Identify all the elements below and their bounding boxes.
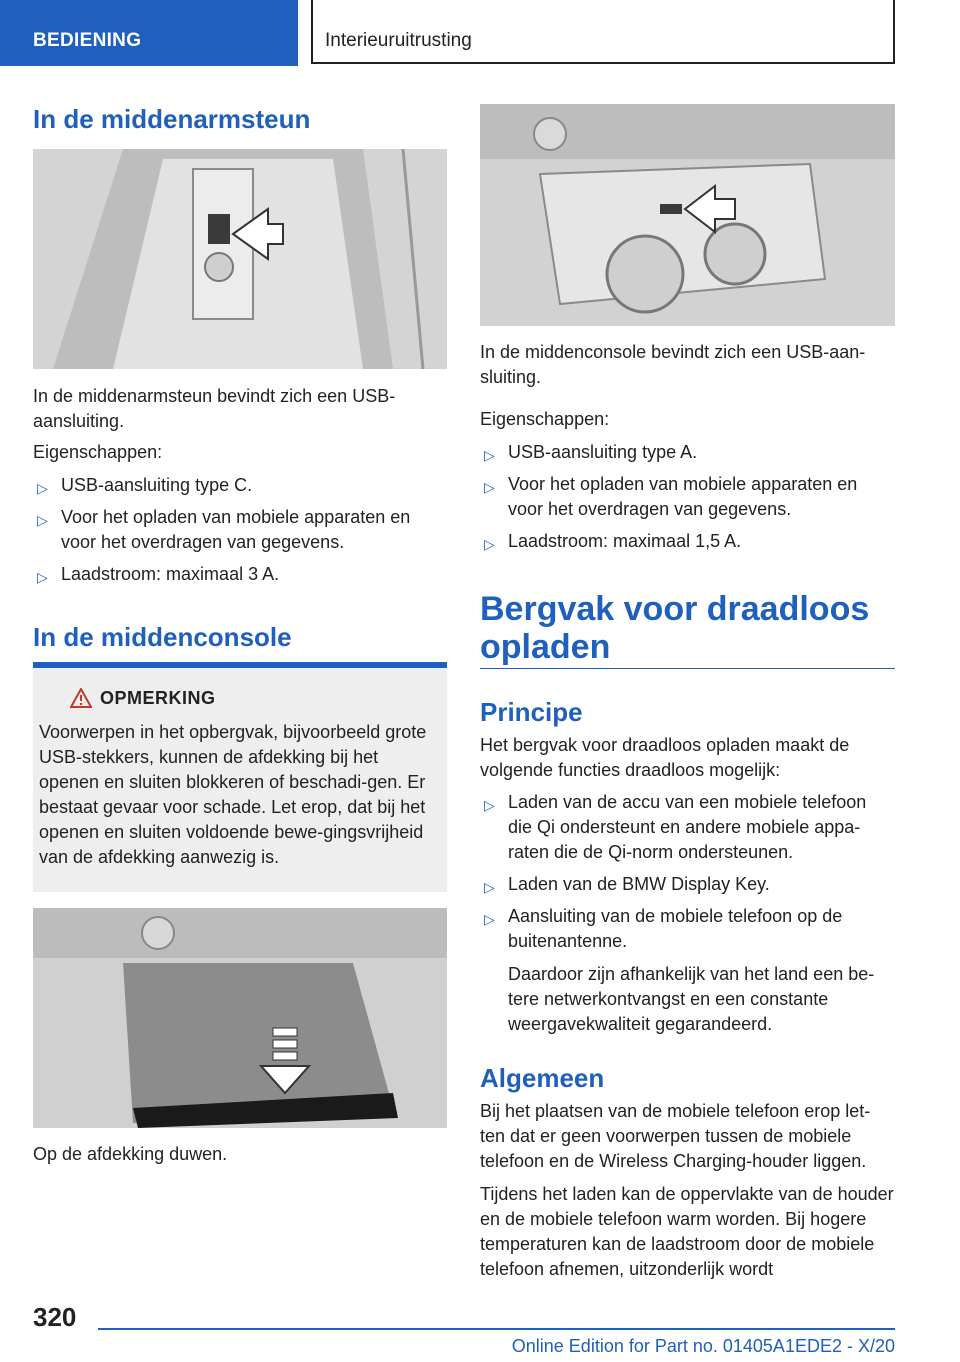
page-number: 320 [33, 1302, 77, 1332]
list-item: ▷ Laadstroom: maximaal 1,5 A. [480, 529, 895, 554]
list-item: ▷ USB-aansluiting type C. [33, 473, 447, 498]
general-paragraph-1: Bij het plaatsen van de mobiele telefoon erop let-ten dat er geen voorwerpen tussen de mobiele telefoon en de Wireless Charging-houder liggen. [480, 1101, 871, 1171]
heading-rule [480, 668, 895, 669]
bullet-icon: ▷ [37, 512, 48, 528]
list-item: ▷ USB-aansluiting type A. [480, 440, 895, 465]
list-item: ▷ Voor het opladen van mobiele apparaten en voor het overdragen van gegevens. [37, 507, 411, 552]
heading-principle: Principe [480, 697, 583, 727]
header-chapter: Interieuruitrusting [325, 30, 472, 51]
note-title: OPMERKING [100, 688, 216, 708]
bullet-icon: ▷ [37, 569, 48, 585]
bullet-icon: ▷ [37, 480, 48, 496]
warning-icon [70, 688, 92, 708]
bullet-icon: ▷ [484, 447, 495, 463]
cover-push-illustration [33, 908, 447, 1128]
console-props-label: Eigenschappen: [480, 409, 610, 429]
antenna-note: Daardoor zijn afhankelijk van het land een be-tere netwerkontvangst en een constante weergavekwaliteit gegarandeerd. [508, 964, 875, 1034]
bullet-icon: ▷ [484, 536, 495, 552]
cover-caption: Op de afdekking duwen. [33, 1144, 228, 1164]
bullet-icon: ▷ [484, 479, 495, 495]
list-item: ▷ Voor het opladen van mobiele apparaten en voor het overdragen van gegevens. [484, 474, 858, 519]
console-text: In de middenconsole bevindt zich een USB-aan-sluiting. [480, 342, 866, 387]
list-item: ▷ Laden van de BMW Display Key. [480, 872, 895, 897]
armrest-text: In de middenarmsteun bevindt zich een USB-aansluiting. [33, 386, 396, 431]
armrest-usb-illustration [33, 149, 447, 369]
bullet-icon: ▷ [484, 797, 495, 813]
bullet-icon: ▷ [484, 911, 495, 927]
header-section-tab [0, 0, 298, 66]
note-box [33, 668, 447, 892]
heading-general: Algemeen [480, 1063, 605, 1093]
heading-wireless: Bergvak voor draadloos opladen [480, 590, 870, 666]
footer-rule [98, 1328, 895, 1330]
footer-edition: Online Edition for Part no. 01405A1EDE2 - X/20 [511, 1336, 895, 1356]
console-usb-illustration [480, 104, 895, 326]
header-chapter-box [311, 0, 895, 64]
principle-text: Het bergvak voor draadloos opladen maakt de volgende functies draadloos mogelijk: [480, 735, 850, 780]
list-item: ▷ Laden van de accu van een mobiele telefoon die Qi ondersteunt en andere mobiele appa-raten die de Qi-norm ondersteunen. [484, 792, 867, 862]
list-item: ▷ Aansluiting van de mobiele telefoon op de buitenantenne. [484, 906, 843, 951]
header-section: BEDIENING [33, 30, 142, 51]
heading-armrest: In de middenarmsteun [33, 104, 311, 134]
note-text: Voorwerpen in het opbergvak, bijvoorbeeld grote USB-stekkers, kunnen de afdekking bij het openen en sluiten blokkeren of beschadi-gen. Er bestaat gevaar voor schade. Let erop, dat bij het openen en sluiten voldoende bewe-gingsvrijheid van de afdekking aanwezig is. [39, 722, 427, 867]
general-paragraph-2: Tijdens het laden kan de oppervlakte van de houder en de mobiele telefoon warm worden. Bij hogere temperaturen kan de laadstroom door de mobiele telefoon afnemen, uitzonderlijk wordt [480, 1184, 894, 1279]
armrest-props-label: Eigenschappen: [33, 442, 163, 462]
list-item: ▷ Laadstroom: maximaal 3 A. [33, 562, 447, 587]
heading-console: In de middenconsole [33, 622, 292, 652]
bullet-icon: ▷ [484, 879, 495, 895]
